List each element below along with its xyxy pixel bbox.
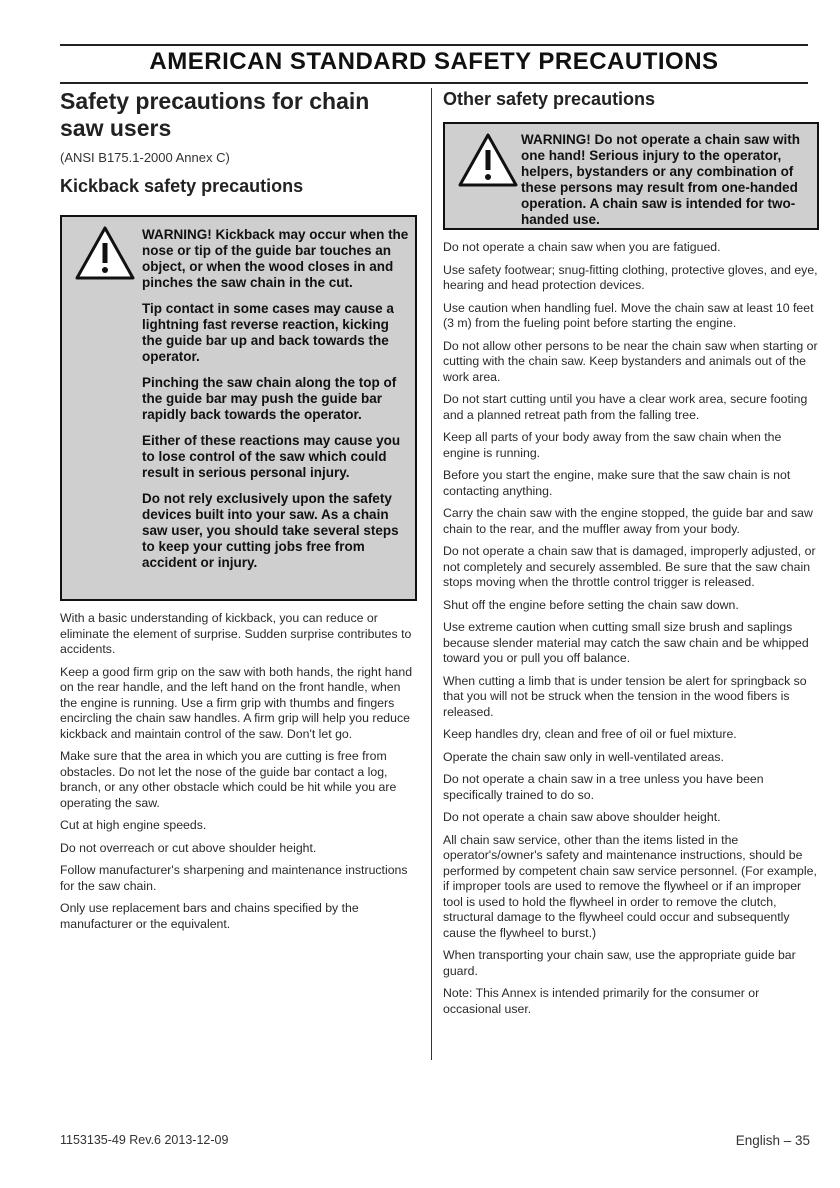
precaution-item: Do not overreach or cut above shoulder height. <box>60 840 317 855</box>
right-column <box>443 88 819 1024</box>
warning-triangle-icon <box>457 132 519 188</box>
section-title: Safety precautions for chain saw users <box>60 88 370 141</box>
kickback-precautions-list <box>60 611 417 932</box>
other-precautions-list <box>443 240 819 1017</box>
kickback-warning-box <box>60 215 417 601</box>
top-rule <box>60 44 808 46</box>
precaution-item: Use extreme caution when cutting small size brush and saplings because slender material may catch the saw chain and be whipped toward you or pull you off balance. <box>443 620 809 665</box>
header-rule <box>60 82 808 84</box>
precaution-item: Shut off the engine before setting the chain saw down. <box>443 597 739 612</box>
precaution-item: Do not operate a chain saw in a tree unless you have been specifically trained to do so. <box>443 772 764 802</box>
precaution-item: When cutting a limb that is under tension be alert for springback so that you will not be struck when the tension in the wood fibers is released. <box>443 673 807 719</box>
precaution-item: Carry the chain saw with the engine stopped, the guide bar and saw chain to the rear, and the muffler away from your body. <box>443 506 813 536</box>
precaution-item: With a basic understanding of kickback, you can reduce or eliminate the element of surprise. Sudden surprise contributes to accidents. <box>60 611 412 656</box>
precaution-item: Keep handles dry, clean and free of oil or fuel mixture. <box>443 727 737 741</box>
warning-paragraph: Tip contact in some cases may cause a lightning fast reverse reaction, kicking the guide bar up and back towards the operator. <box>142 301 394 364</box>
precaution-item: Do not operate a chain saw when you are fatigued. <box>443 240 721 254</box>
precaution-item: All chain saw service, other than the items listed in the operator's/owner's safety and maintenance instructions, should be performed by competent chain saw service personnel. (For example, if improper tools are used to remove the flywheel or if an improper tool is used to hold the flywheel in order to remove the clutch, structural damage to the flywheel could occur and subsequently cause the flywheel to burst.) <box>443 832 817 940</box>
left-column <box>60 88 417 939</box>
kickback-warning-text <box>142 227 409 581</box>
precaution-item: Use caution when handling fuel. Move the chain saw at least 10 feet (3 m) from the fueling point before starting the engine. <box>443 300 814 330</box>
two-hand-warning-box <box>443 122 819 230</box>
warning-paragraph: Pinching the saw chain along the top of the guide bar may push the guide bar rapidly back towards the operator. <box>142 375 397 422</box>
precaution-item: Do not start cutting until you have a clear work area, secure footing and a planned retreat path from the falling tree. <box>443 392 808 422</box>
page-header-title: AMERICAN STANDARD SAFETY PRECAUTIONS <box>149 48 719 75</box>
precaution-item: Follow manufacturer's sharpening and maintenance instructions for the saw chain. <box>60 863 408 893</box>
precaution-item: Do not operate a chain saw above shoulder height. <box>443 810 721 824</box>
warning-triangle-icon <box>74 225 136 281</box>
precaution-item: Do not allow other persons to be near the chain saw when starting or cutting with the chain saw. Keep bystanders and animals out of the work area. <box>443 338 818 384</box>
precaution-item: Do not operate a chain saw that is damaged, improperly adjusted, or not completely and securely assembled. Be sure that the saw chain stops moving when the throttle control trigger is released. <box>443 544 816 589</box>
precaution-item: Cut at high engine speeds. <box>60 818 207 832</box>
two-hand-warning-text <box>521 132 811 228</box>
column-divider <box>431 88 432 1060</box>
document-id: 1153135-49 Rev.6 2013-12-09 <box>60 1133 229 1147</box>
precaution-item: Before you start the engine, make sure that the saw chain is not contacting anything. <box>443 468 791 498</box>
precaution-item: Note: This Annex is intended primarily for the consumer or occasional user. <box>443 986 760 1016</box>
standard-reference: (ANSI B175.1-2000 Annex C) <box>60 150 230 165</box>
precaution-item: When transporting your chain saw, use the appropriate guide bar guard. <box>443 948 796 978</box>
other-precautions-title: Other safety precautions <box>443 89 656 109</box>
precaution-item: Keep all parts of your body away from the saw chain when the engine is running. <box>443 430 782 460</box>
precaution-item: Use safety footwear; snug-fitting clothing, protective gloves, and eye, hearing and head protection devices. <box>443 262 818 292</box>
precaution-item: Keep a good firm grip on the saw with both hands, the right hand on the rear handle, and the left hand on the front handle, when the engine is running. Use a firm grip with thumbs and fingers encircling the chain saw handles. A firm grip will help you reduce kickback and maintain control of the saw. Don't let go. <box>60 664 413 741</box>
warning-paragraph: WARNING! Kickback may occur when the nose or tip of the guide bar touches an object, or when the wood closes in and pinches the saw chain in the cut. <box>142 227 409 290</box>
kickback-title: Kickback safety precautions <box>60 176 304 196</box>
warning-paragraph: WARNING! Do not operate a chain saw with one hand! Serious injury to the operator, helpers, bystanders or any combination of these persons may result from one-handed operation. A chain saw is intended for two-handed use. <box>521 132 801 227</box>
precaution-item: Make sure that the area in which you are cutting is free from obstacles. Do not let the nose of the guide bar contact a log, branch, or any other obstacle which could be hit while you are operating the saw. <box>60 749 397 810</box>
precaution-item: Only use replacement bars and chains specified by the manufacturer or the equivalent. <box>60 901 359 931</box>
page-number: English – 35 <box>735 1133 810 1148</box>
precaution-item: Operate the chain saw only in well-ventilated areas. <box>443 749 724 764</box>
warning-paragraph: Do not rely exclusively upon the safety devices built into your saw. As a chain saw user, you should take several steps to keep your cutting jobs free from accident or injury. <box>142 491 399 570</box>
warning-paragraph: Either of these reactions may cause you to lose control of the saw which could result in serious personal injury. <box>142 433 401 480</box>
